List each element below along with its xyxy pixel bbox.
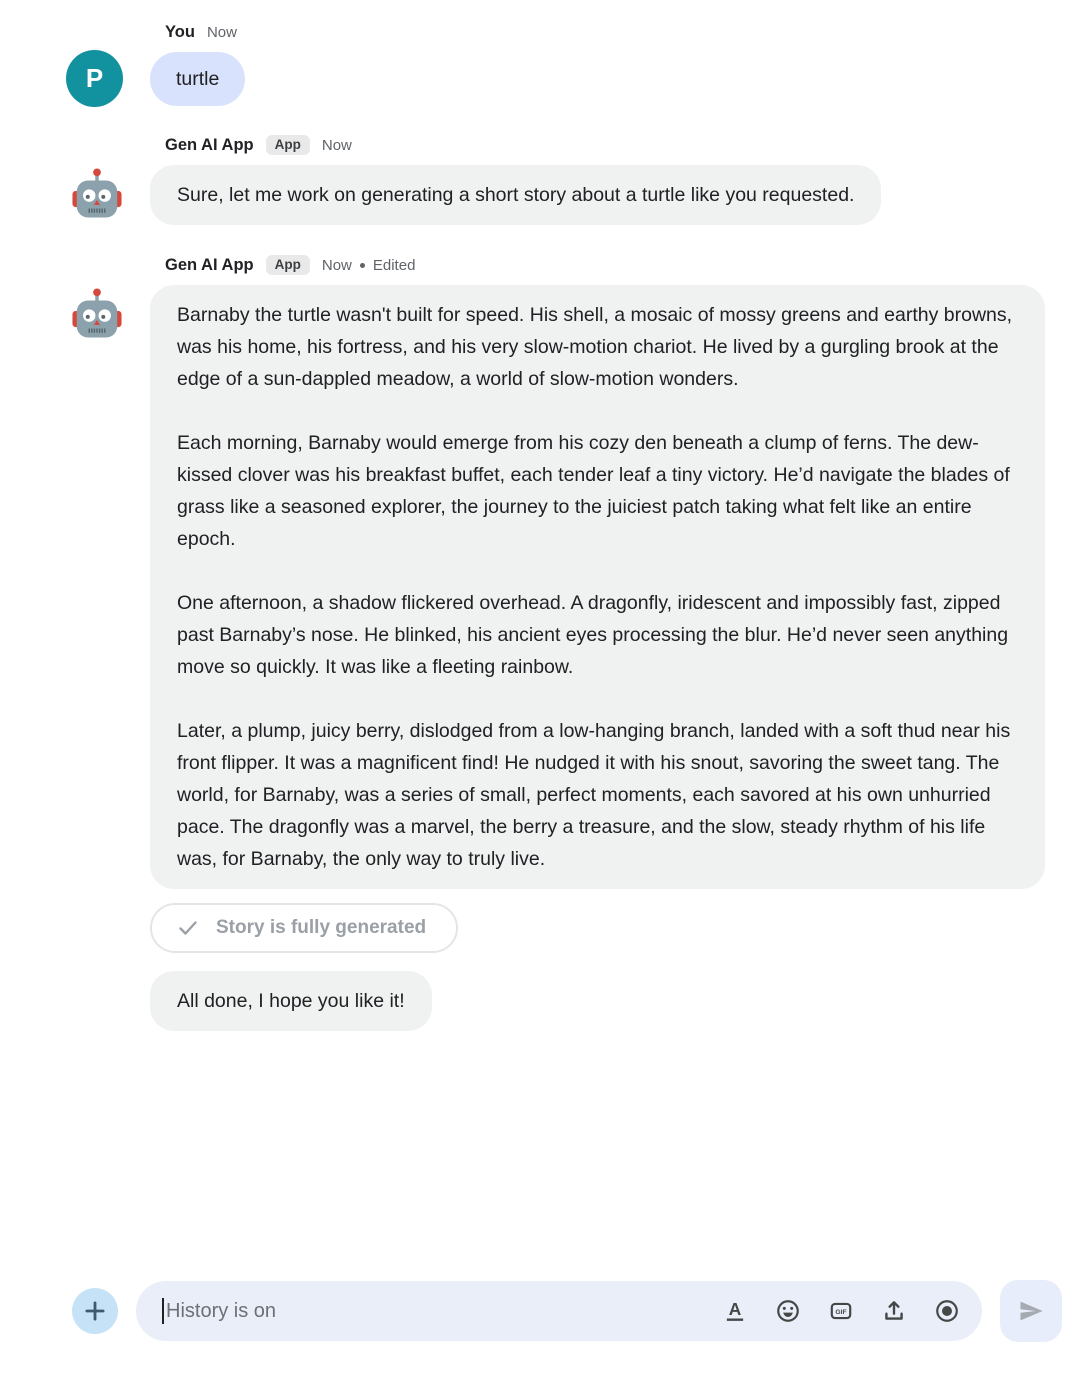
input-placeholder: History is on	[166, 1299, 277, 1322]
message-header	[150, 253, 1090, 277]
text-cursor	[162, 1298, 164, 1324]
bot-message-group	[0, 133, 1090, 227]
sender-name: You	[165, 22, 195, 41]
timestamp: Now	[321, 136, 352, 154]
status-chip-label: Story is fully generated	[216, 917, 427, 938]
sender-name: Gen AI App	[165, 255, 254, 274]
plus-icon	[82, 1298, 108, 1324]
send-button[interactable]	[1000, 1280, 1062, 1342]
bot-message-bubble: Sure, let me work on generating a short story about a turtle like you requested.	[150, 165, 881, 225]
message-header	[150, 20, 1090, 44]
add-button[interactable]	[72, 1288, 118, 1334]
edited-dot	[360, 263, 365, 268]
story-paragraph: Later, a plump, juicy berry, dislodged from a low-hanging branch, landed with a soft thud near his front flipper. It was a magnificent find! He nudged it with his snout, savoring the sweet tang. The world, for Barnaby, was a series of small, perfect moments, each savored at his own unhurried pace. The dragonfly was a marvel, the berry a treasure, and the slow, steady rhythm of his life was, for Barnaby, the only way to truly live.	[177, 720, 1011, 870]
send-icon	[1017, 1297, 1045, 1325]
timestamp: Now	[206, 23, 237, 41]
edited-label: Edited	[372, 256, 416, 274]
story-paragraph: One afternoon, a shadow flickered overhead. A dragonfly, iridescent and impossibly fast, zipped past Barnaby’s nose. He blinked, his ancient eyes processing the blur. He’d never seen anything move so quickly. It was like a fleeting rainbow.	[177, 592, 1009, 678]
user-message-bubble: turtle	[150, 52, 245, 106]
gif-icon[interactable]	[828, 1298, 854, 1324]
story-paragraph: Each morning, Barnaby would emerge from his cozy den beneath a clump of ferns. The dew-kissed clover was his breakfast buffet, each tender leaf a tiny victory. He’d navigate the blades of grass like a seasoned explorer, the journey to the juiciest patch taking what felt like an entire epoch.	[177, 432, 1010, 550]
emoji-icon[interactable]	[775, 1298, 801, 1324]
story-paragraph: Barnaby the turtle wasn't built for speed. His shell, a mosaic of mossy greens and earthy browns, was his home, his fortress, and his very slow-motion chariot. He lived by a gurgling brook at the edge of a sun-dappled meadow, a world of slow-motion wonders.	[177, 304, 1013, 390]
record-icon[interactable]	[934, 1298, 960, 1324]
upload-icon[interactable]	[881, 1298, 907, 1324]
bot-followup-bubble: All done, I hope you like it!	[150, 971, 432, 1031]
svg-text:A: A	[728, 1298, 742, 1319]
svg-text:GIF: GIF	[835, 1308, 847, 1316]
status-chip	[150, 903, 458, 953]
message-input[interactable]	[136, 1281, 982, 1341]
robot-avatar[interactable]	[66, 285, 128, 347]
user-message-group	[0, 20, 1090, 107]
format-text-icon[interactable]	[722, 1298, 748, 1324]
checkmark-icon	[176, 916, 200, 940]
timestamp: Now	[321, 256, 352, 274]
app-badge: App	[266, 255, 310, 275]
bot-story-group	[0, 253, 1090, 1031]
robot-avatar[interactable]	[66, 165, 128, 227]
app-badge: App	[266, 135, 310, 155]
bot-story-bubble	[150, 285, 1045, 889]
avatar[interactable]: P	[66, 50, 123, 107]
composer	[0, 1280, 1090, 1342]
sender-name: Gen AI App	[165, 135, 254, 154]
message-header	[150, 133, 1090, 157]
